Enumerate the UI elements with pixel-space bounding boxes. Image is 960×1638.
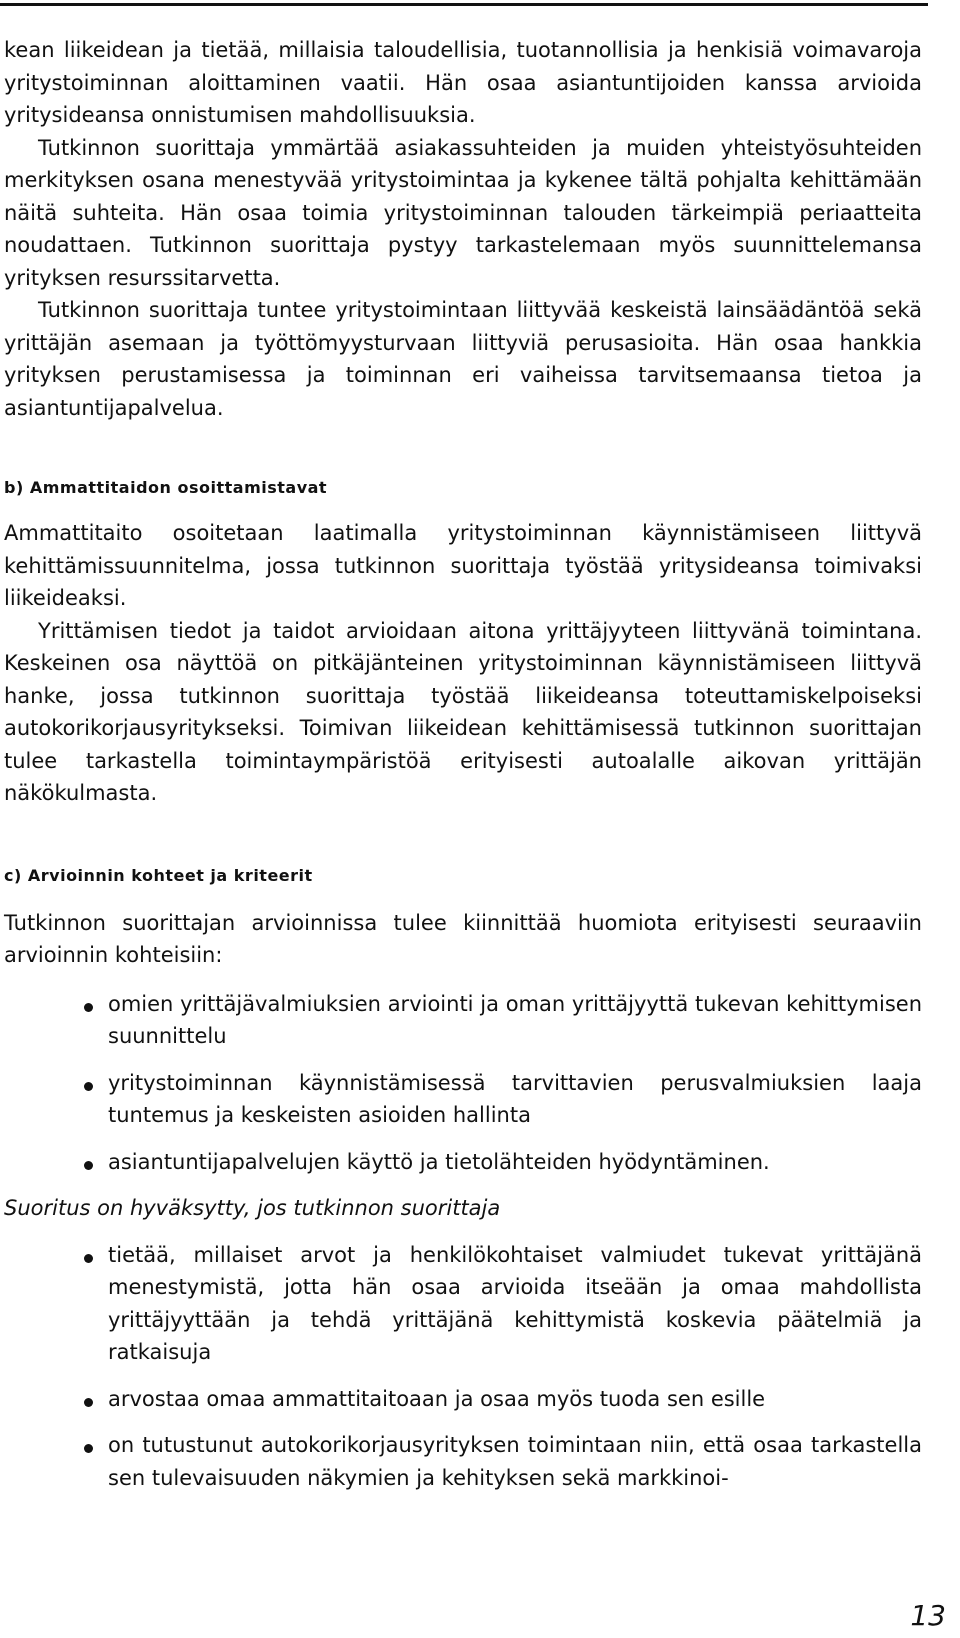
section-c-intro: Tutkinnon suorittajan arvioinnissa tulee kiinnittää huomiota erityisesti seuraaviin arvioinnin kohteisiin: (4, 910, 922, 967)
criteria-list (4, 988, 922, 1179)
bullet-icon (84, 1398, 93, 1407)
top-rule (0, 3, 928, 6)
outcome-text: arvostaa omaa ammattitaitoaan ja osaa myös tuoda sen esille (108, 1386, 766, 1411)
outcome-text: tietää, millaiset arvot ja henkilökohtaiset valmiudet tukevat yrittäjänä menestymistä, jotta hän osaa arvioida itseään ja omaa mahdollista yrittäjyyttään ja tehdä yrittäjänä kehittymistä koskevia päätelmiä ja ratkaisuja (108, 1242, 922, 1364)
criteria-text: yritystoiminnan käynnistämisessä tarvittavien perusvalmiuksien laaja tuntemus ja keskeisten asioiden hallinta (108, 1070, 922, 1127)
bullet-icon (84, 1082, 93, 1091)
page-content (4, 34, 922, 1508)
list-item (4, 1239, 922, 1369)
intro-paragraph-1: kean liikeidean ja tietää, millaisia taloudellisia, tuotannollisia ja henkisiä voimavaroja yritystoiminnan aloittaminen vaatii. Hän osaa asiantuntijoiden kanssa arvioida yritysideansa onnistumisen mahdollisuuksia. (4, 38, 922, 127)
list-item (4, 1383, 922, 1416)
section-b-paragraph-2: Yrittämisen tiedot ja taidot arvioidaan aitona yrittäjyyteen liittyvänä toimintana. Keskeinen osa näyttöä on pitkäjänteinen yritystoiminnan käynnistämiseen liittyvä hanke, jossa tutkinnon suorittaja työstää liikeideansa toteuttamiskelpoiseksi autokorikorjausyritykseksi. Toimivan liikeidean kehittämisessä tutkinnon suorittajan tulee tarkastella toimintaympäristöä erityisesti autoalalle aikovan yrittäjän näkökulmasta. (4, 618, 922, 805)
section-b-paragraph-1: Ammattitaito osoitetaan laatimalla yritystoiminnan käynnistämiseen liittyvä kehittämissuunnitelma, jossa tutkinnon suorittaja työstää yritysideansa toimivaksi liikeideaksi. (4, 521, 922, 610)
section-c-title: Arvioinnin kohteet ja kriteerit (27, 865, 313, 885)
intro-paragraph-2: Tutkinnon suorittaja ymmärtää asiakassuhteiden ja muiden yhteistyösuhteiden merkityksen osana menestyvää yritystoimintaa ja kykenee tältä pohjalta kehittämään näitä suhteita. Hän osaa toimia yritystoiminnan talouden tärkeimpiä periaatteita noudattaen. Tutkinnon suorittaja pystyy tarkastelemaan myös suunnittelemansa yrityksen resurssitarvetta. (4, 135, 922, 290)
list-item (4, 1067, 922, 1132)
section-c-label: c) (4, 865, 22, 885)
bullet-icon (84, 1254, 93, 1263)
list-item (4, 1146, 922, 1179)
criteria-text: asiantuntijapalvelujen käyttö ja tietolähteiden hyödyntäminen. (108, 1149, 770, 1174)
bullet-icon (84, 1161, 93, 1170)
list-item (4, 988, 922, 1053)
section-b-title: Ammattitaidon osoittamistavat (29, 478, 328, 497)
list-item (4, 1429, 922, 1494)
intro-paragraph-3: Tutkinnon suorittaja tuntee yritystoimintaan liittyvää keskeistä lainsäädäntöä sekä yrittäjän asemaan ja työttömyysturvaan liittyviä perusasioita. Hän osaa hankkia yrityksen perustamisessa ja toiminnan eri vaiheissa tarvitsemaansa tietoa ja asiantuntijapalvelua. (4, 298, 922, 420)
bullet-icon (84, 1003, 93, 1012)
outcome-list (4, 1239, 922, 1495)
outcome-lead: Suoritus on hyväksytty, jos tutkinnon suorittaja (4, 1196, 501, 1220)
section-c-heading (4, 866, 922, 885)
page-number: 13 (910, 1599, 946, 1632)
outcome-text: on tutustunut autokorikorjausyrityksen toimintaan niin, että osaa tarkastella sen tulevaisuuden näkymien ja kehityksen sekä markkinoi- (108, 1433, 922, 1490)
section-b-heading (4, 478, 922, 497)
bullet-icon (84, 1444, 93, 1453)
section-b-label: b) (4, 478, 24, 497)
criteria-text: omien yrittäjävalmiuksien arviointi ja oman yrittäjyyttä tukevan kehittymisen suunnittelu (108, 991, 922, 1048)
